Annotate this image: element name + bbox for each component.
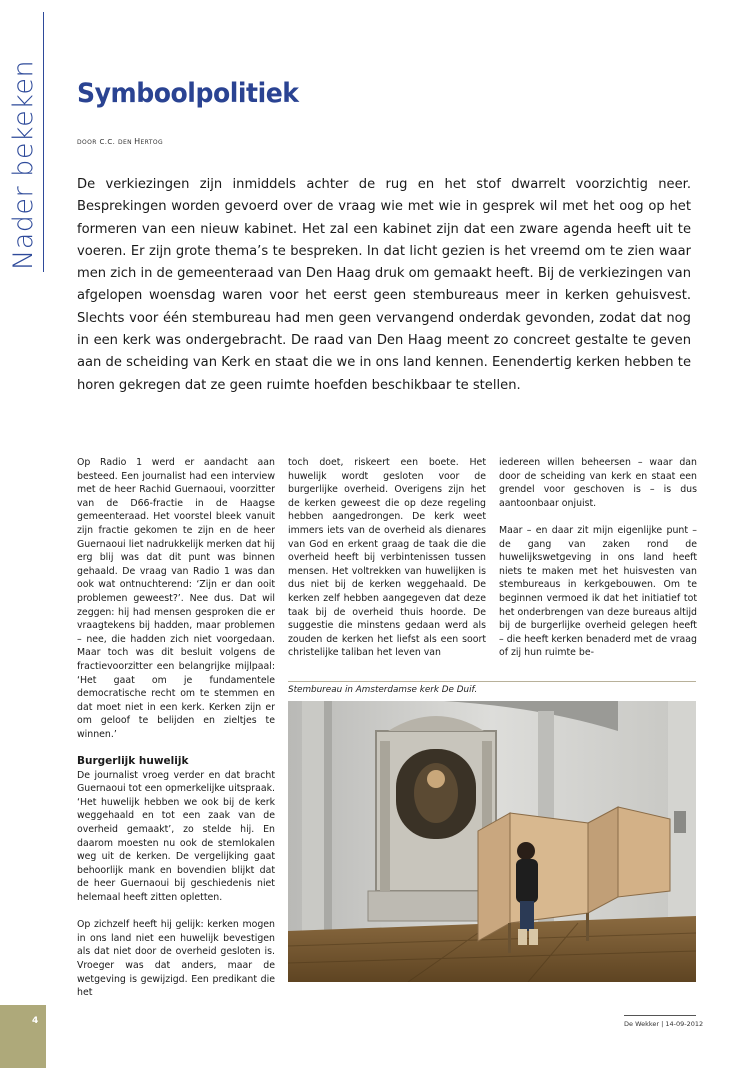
article-title: Symboolpolitiek [77, 78, 299, 109]
caption-rule [288, 681, 696, 682]
church-interior-illustration [288, 701, 696, 982]
byline-author-mid: den [117, 137, 133, 146]
lead-paragraph: De verkiezingen zijn inmiddels achter de rug en het stof dwarrelt voorzichtig neer. Besprekingen worden gevoerd over de vraag wie met wie in gesprek wil met het oog op het formeren van een nieuw kabinet. Het zal een kabinet zijn dat een zware agenda heeft uit te voeren. Er zijn grote thema’s te bespreken. In dat licht gezien is het vreemd om te zien waar men zich in de gemeenteraad van Den Haag druk om gemaakt heeft. Bij de verkiezingen van afgelopen woensdag waren voor het eerst geen stembureaus meer in kerken gehuisvest. Slechts voor één stembureau had men geen vervangend onderdak gevonden, zodat dat nog in een kerk was ondergebracht. De raad van Den Haag meent zo concreet gestalte te geven aan de scheiding van Kerk en staat die we in ons land kennen. Eenendertig kerken hebben te horen gekregen dat ze geen ruimte hoefden beschikbaar te stellen. [77, 177, 691, 393]
column-3 [499, 456, 697, 659]
section-divider [43, 12, 44, 272]
photo-caption: Stembureau in Amsterdamse kerk De Duif. [288, 685, 478, 695]
subheading: Burgerlijk huwelijk [77, 755, 189, 768]
footer-publication: De Wekker | 14-09-2012 [624, 1020, 704, 1028]
church-photo [288, 701, 696, 982]
byline-prefix: door [77, 137, 97, 146]
section-label: Nader bekeken [8, 59, 39, 270]
col1-paragraph-3: Op zichzelf heeft hij gelijk: kerken mogen in ons land niet een huwelijk bevestigen als dat niet door de overheid gesloten is. Vroeger was dat anders, maar de wetgeving is gewijzigd. Een predikant die het [77, 919, 275, 999]
col2-paragraph-1: toch doet, riskeert een boete. Het huwelijk wordt gesloten voor de burgerlijke overheid. Overigens zijn het de kerken geweest die op deze regeling hebben aangedrongen. De kerk weet immers iets van de overheid als dienares van God en erkent graag de taak die die overheid heeft bij verbintenissen tussen mensen. Het voltrekken van huwelijken is dus niet bij de kerken weggehaald. De kerken zelf hebben aangegeven dat deze taak bij de overheid thuis hoorde. De suggestie die minstens gedaan werd als zouden de kerken het liefst als een soort christelijke taliban het leven van [288, 457, 486, 659]
byline-author: C.C. [99, 138, 116, 146]
col3-paragraph-2: Maar – en daar zit mijn eigenlijke punt – de gang van zaken rond de huwelijkswetgeving in ons land heeft niets te maken met het huisvesten van stembureaus in kerkgebouwen. Om te beginnen vermoed ik dat het initiatief tot het onderbrengen van deze bureaus altijd bij de burgerlijke overheid gelegen heeft – die heeft kerken benaderd met de vraag of zij hun ruimte be- [499, 524, 697, 659]
col3-paragraph-1: iedereen willen beheersen – waar dan door de scheiding van kerk en staat een grendel voor geschoven is – is dus aantoonbaar onjuist. [499, 457, 697, 509]
footer-rule [624, 1015, 696, 1016]
byline-author-last: Hertog [134, 137, 164, 146]
page-tab [0, 1005, 46, 1068]
byline [77, 137, 163, 146]
column-2 [288, 456, 486, 659]
col1-paragraph-1: Op Radio 1 werd er aandacht aan besteed. Een journalist had een interview met de heer Rachid Guernaoui, voorzitter van de D66-fractie in de Haagse gemeenteraad. Het voorstel bleek vanuit zijn fractie gekomen te zijn en de heer Guernaoui liet nadrukkelijk merken dat hij erg blij was dat dit punt was binnen gehaald. De vraag van Radio 1 was dan ook wat ontnuchterend: ‘Zijn er dan ooit problemen geweest?’. Nee dus. Dat wil zeggen: hij had mensen gesproken die er vraagtekens bij hadden, maar problemen – nee, die hadden zich niet voorgedaan. Maar toch was dit besluit volgens de fractievoorzitter een belangrijke mijlpaal: ‘Het gaat om je fundamentele democratische recht om te stemmen en dat moet niet in een kerk. Kerken zijn er om geloof te belijden en zieltjes te winnen.’ [77, 457, 275, 740]
page-number: 4 [32, 1016, 39, 1026]
column-1 [77, 456, 275, 1013]
col1-paragraph-2: De journalist vroeg verder en dat bracht Guernaoui tot een opmerkelijke uitspraak. ‘Het huwelijk hebben we ook bij de kerk weggehaald en tot een zaak van de overheid gemaakt’, zo stelde hij. En daarom moesten nu ook de stemlokalen weg uit de kerken. De vergelijking gaat behoorlijk mank en bovendien blijkt dat de heer Guernaoui bij geschiedenis niet helemaal heeft zitten opletten. [77, 769, 275, 903]
